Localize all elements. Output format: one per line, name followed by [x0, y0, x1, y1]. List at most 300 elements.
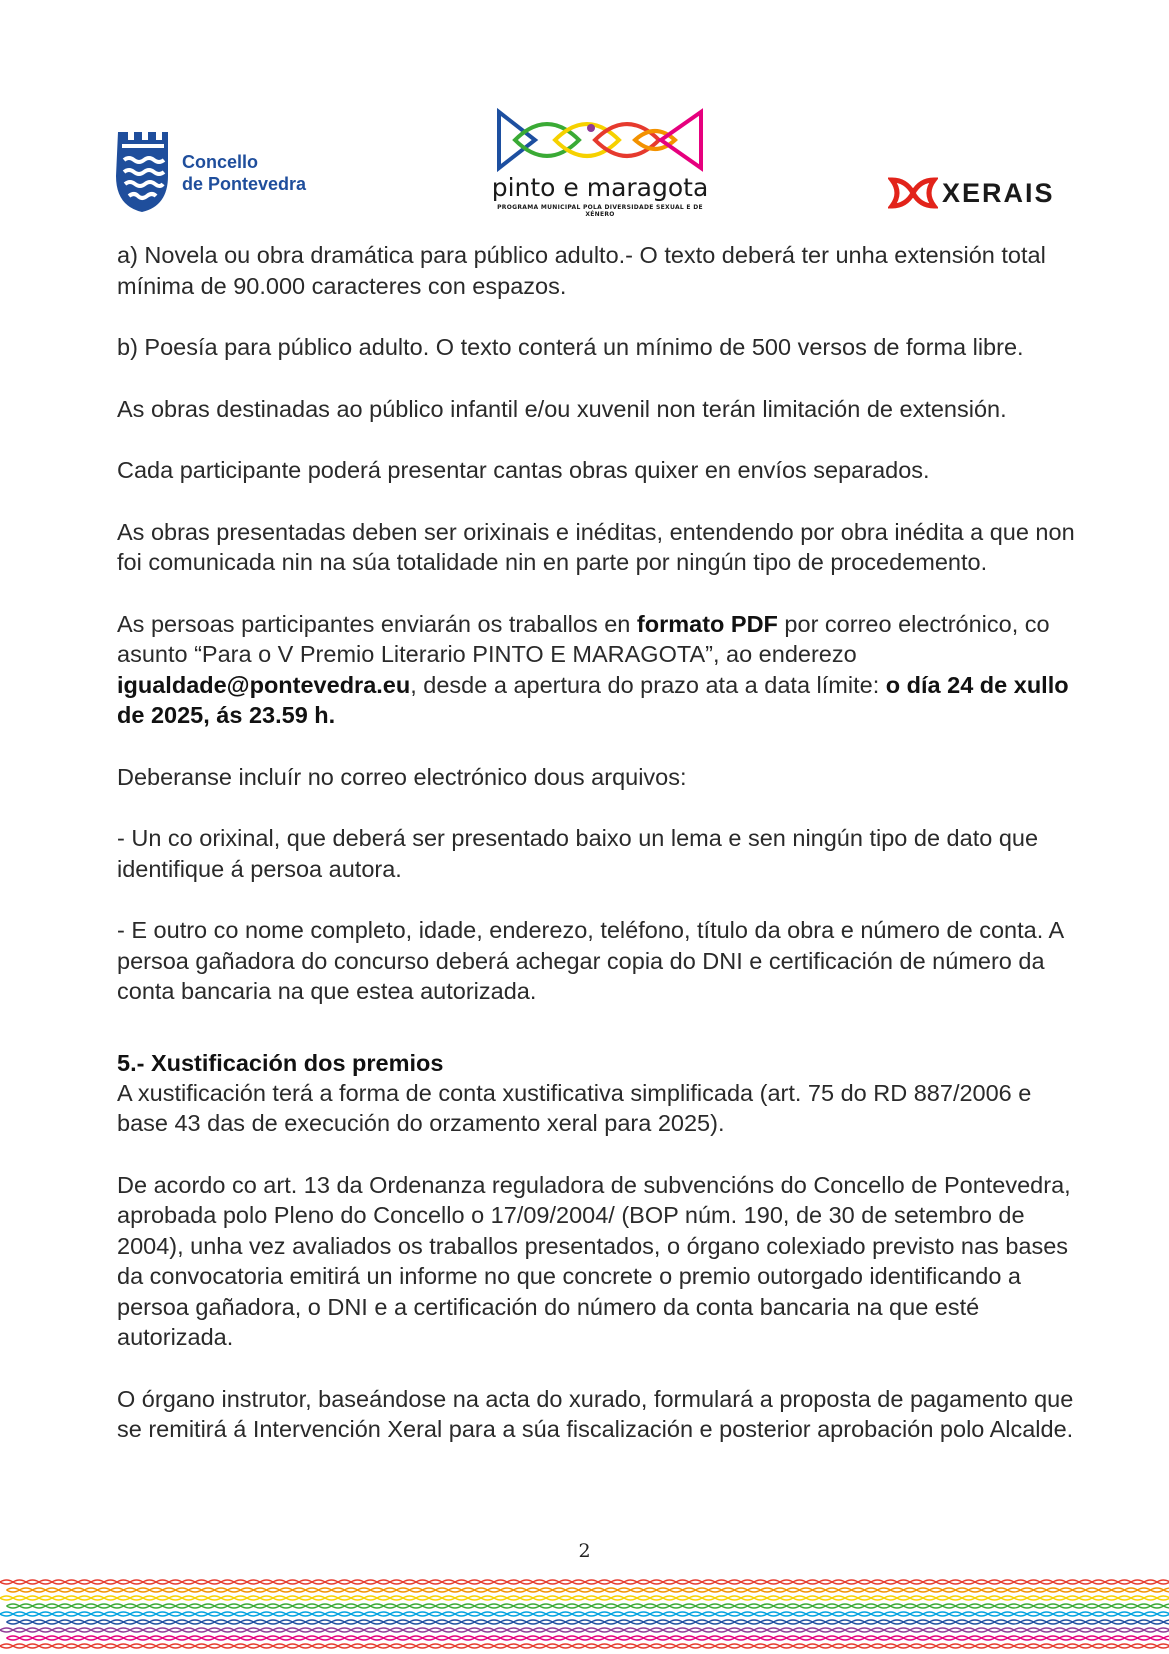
border-fish-mark	[507, 1596, 520, 1600]
border-fish-mark	[670, 1588, 683, 1592]
border-fish-mark	[1092, 1612, 1105, 1616]
border-fish-mark	[754, 1612, 767, 1616]
border-fish-mark	[299, 1596, 312, 1600]
border-fish-mark	[520, 1644, 533, 1648]
border-fish-mark	[46, 1588, 59, 1592]
border-fish-mark	[390, 1628, 403, 1632]
border-fish-mark	[1008, 1588, 1021, 1592]
border-fish-mark	[780, 1580, 793, 1584]
border-fish-mark	[85, 1604, 98, 1608]
border-fish-mark	[533, 1580, 546, 1584]
border-fish-mark	[514, 1620, 527, 1624]
border-fish-mark	[780, 1644, 793, 1648]
border-fish-mark	[722, 1588, 735, 1592]
border-fish-mark	[618, 1620, 631, 1624]
border-fish-mark	[403, 1612, 416, 1616]
border-fish-mark	[657, 1636, 670, 1640]
border-fish-mark	[78, 1612, 91, 1616]
border-fish-mark	[65, 1628, 78, 1632]
border-fish-mark	[1053, 1596, 1066, 1600]
border-fish-mark	[624, 1580, 637, 1584]
paragraph-ordenanza: De acordo co art. 13 da Ordenanza reguladora de subvencións do Concello de Pontevedra, aprobada polo Pleno do Concello o 17/09/2004/ (BOP núm. 190, de 30 de setembro de 2004), unha vez avaliados os traballos presentados, o órgano colexiado previsto nas bases da convocatoria emitirá un informe no que concrete o premio outorgado identificando a persoa gañadora, o DNI e a certificación do número da conta bancaria na que esté autorizada.	[117, 1171, 1071, 1350]
border-fish-mark	[475, 1604, 488, 1608]
border-fish-mark	[735, 1604, 748, 1608]
border-fish-mark	[156, 1596, 169, 1600]
border-fish-mark	[540, 1588, 553, 1592]
border-fish-mark	[78, 1628, 91, 1632]
border-fish-mark	[910, 1644, 923, 1648]
border-fish-mark	[52, 1596, 65, 1600]
border-fish-mark	[832, 1644, 845, 1648]
border-fish-mark	[72, 1636, 85, 1640]
border-fish-mark	[351, 1596, 364, 1600]
border-fish-mark	[1125, 1636, 1138, 1640]
border-fish-mark	[130, 1612, 143, 1616]
border-fish-mark	[150, 1604, 163, 1608]
border-fish-mark	[59, 1620, 72, 1624]
border-fish-mark	[403, 1596, 416, 1600]
border-fish-mark	[884, 1612, 897, 1616]
border-fish-mark	[208, 1644, 221, 1648]
border-fish-mark	[397, 1620, 410, 1624]
border-fish-mark	[247, 1596, 260, 1600]
border-fish-mark	[1060, 1604, 1073, 1608]
border-fish-mark	[657, 1588, 670, 1592]
border-fish-mark	[319, 1604, 332, 1608]
border-fish-mark	[715, 1628, 728, 1632]
border-fish-mark	[923, 1628, 936, 1632]
border-fish-mark	[715, 1644, 728, 1648]
border-fish-mark	[442, 1580, 455, 1584]
border-fish-mark	[234, 1580, 247, 1584]
border-fish-mark	[202, 1604, 215, 1608]
border-fish-mark	[611, 1644, 624, 1648]
border-fish-mark	[787, 1588, 800, 1592]
border-fish-mark	[1164, 1620, 1169, 1624]
border-fish-mark	[819, 1628, 832, 1632]
border-fish-mark	[117, 1596, 130, 1600]
border-fish-mark	[150, 1588, 163, 1592]
border-fish-mark	[1008, 1636, 1021, 1640]
border-fish-mark	[1014, 1580, 1027, 1584]
border-fish-mark	[936, 1628, 949, 1632]
email-address: igualdade@pontevedra.eu	[117, 671, 411, 698]
border-fish-mark	[819, 1580, 832, 1584]
xerais-logo	[888, 176, 1055, 210]
border-fish-mark	[949, 1628, 962, 1632]
border-fish-mark	[709, 1636, 722, 1640]
border-fish-mark	[1021, 1588, 1034, 1592]
border-fish-mark	[384, 1636, 397, 1640]
border-fish-mark	[33, 1636, 46, 1640]
border-fish-mark	[767, 1628, 780, 1632]
border-fish-mark	[1040, 1628, 1053, 1632]
border-fish-mark	[520, 1628, 533, 1632]
border-fish-mark	[117, 1644, 130, 1648]
border-fish-mark	[449, 1588, 462, 1592]
border-fish-mark	[130, 1628, 143, 1632]
border-fish-mark	[852, 1604, 865, 1608]
border-fish-mark	[189, 1620, 202, 1624]
border-fish-mark	[995, 1588, 1008, 1592]
border-fish-mark	[182, 1644, 195, 1648]
border-fish-mark	[1027, 1596, 1040, 1600]
border-fish-mark	[351, 1628, 364, 1632]
border-fish-mark	[299, 1644, 312, 1648]
border-fish-mark	[657, 1604, 670, 1608]
border-fish-mark	[429, 1644, 442, 1648]
border-fish-mark	[1144, 1612, 1157, 1616]
border-fish-mark	[611, 1580, 624, 1584]
border-fish-mark	[1099, 1604, 1112, 1608]
border-fish-mark	[780, 1596, 793, 1600]
border-fish-mark	[273, 1612, 286, 1616]
border-fish-mark	[455, 1580, 468, 1584]
border-fish-mark	[182, 1596, 195, 1600]
border-fish-mark	[891, 1620, 904, 1624]
concello-logo-line2: de Pontevedra	[182, 174, 307, 194]
border-fish-mark	[592, 1636, 605, 1640]
border-fish-mark	[728, 1644, 741, 1648]
border-fish-mark	[436, 1588, 449, 1592]
border-fish-mark	[923, 1596, 936, 1600]
border-fish-mark	[884, 1580, 897, 1584]
border-fish-mark	[1040, 1644, 1053, 1648]
border-fish-mark	[618, 1604, 631, 1608]
border-fish-mark	[897, 1612, 910, 1616]
border-fish-mark	[247, 1628, 260, 1632]
border-fish-mark	[111, 1636, 124, 1640]
border-fish-mark	[429, 1580, 442, 1584]
border-fish-mark	[904, 1636, 917, 1640]
border-fish-mark	[611, 1596, 624, 1600]
border-fish-mark	[962, 1596, 975, 1600]
border-fish-mark	[280, 1588, 293, 1592]
border-fish-mark	[7, 1636, 20, 1640]
border-fish-mark	[1086, 1604, 1099, 1608]
border-fish-mark	[865, 1636, 878, 1640]
border-fish-mark	[1034, 1588, 1047, 1592]
border-fish-mark	[488, 1636, 501, 1640]
border-fish-mark	[663, 1596, 676, 1600]
border-fish-mark	[728, 1628, 741, 1632]
border-fish-mark	[598, 1644, 611, 1648]
border-fish-mark	[702, 1644, 715, 1648]
border-fish-mark	[605, 1604, 618, 1608]
fish-chain-icon	[495, 106, 705, 176]
border-fish-mark	[702, 1596, 715, 1600]
border-fish-mark	[819, 1612, 832, 1616]
border-fish-mark	[572, 1596, 585, 1600]
border-fish-mark	[813, 1604, 826, 1608]
border-fish-mark	[852, 1620, 865, 1624]
document-body	[117, 240, 1077, 1476]
border-fish-mark	[202, 1588, 215, 1592]
border-fish-mark	[1079, 1580, 1092, 1584]
border-fish-mark	[1164, 1636, 1169, 1640]
border-fish-mark	[273, 1644, 286, 1648]
border-fish-mark	[611, 1612, 624, 1616]
border-fish-mark	[33, 1620, 46, 1624]
border-fish-mark	[13, 1644, 26, 1648]
border-fish-mark	[605, 1588, 618, 1592]
border-fish-mark	[124, 1588, 137, 1592]
border-fish-mark	[982, 1636, 995, 1640]
border-fish-mark	[1027, 1580, 1040, 1584]
border-fish-mark	[1060, 1620, 1073, 1624]
border-fish-mark	[325, 1628, 338, 1632]
border-fish-mark	[455, 1628, 468, 1632]
border-fish-mark	[364, 1612, 377, 1616]
border-fish-mark	[754, 1644, 767, 1648]
border-fish-mark	[390, 1596, 403, 1600]
border-fish-mark	[338, 1596, 351, 1600]
border-fish-mark	[176, 1636, 189, 1640]
border-fish-mark	[267, 1620, 280, 1624]
border-fish-mark	[325, 1596, 338, 1600]
border-fish-mark	[221, 1596, 234, 1600]
border-fish-mark	[59, 1636, 72, 1640]
border-fish-mark	[618, 1588, 631, 1592]
border-fish-mark	[527, 1636, 540, 1640]
border-fish-mark	[969, 1636, 982, 1640]
border-fish-mark	[338, 1628, 351, 1632]
border-fish-mark	[299, 1580, 312, 1584]
border-fish-mark	[377, 1644, 390, 1648]
border-fish-mark	[663, 1612, 676, 1616]
border-fish-mark	[293, 1620, 306, 1624]
border-fish-mark	[579, 1588, 592, 1592]
border-fish-mark	[657, 1620, 670, 1624]
border-fish-mark	[871, 1644, 884, 1648]
border-fish-mark	[358, 1620, 371, 1624]
border-fish-mark	[195, 1628, 208, 1632]
border-fish-mark	[189, 1588, 202, 1592]
border-fish-mark	[462, 1604, 475, 1608]
border-fish-mark	[631, 1636, 644, 1640]
border-fish-mark	[215, 1588, 228, 1592]
border-fish-mark	[949, 1596, 962, 1600]
border-fish-mark	[39, 1612, 52, 1616]
paragraph-envio-pdf	[117, 609, 1077, 731]
border-fish-mark	[598, 1580, 611, 1584]
border-fish-mark	[410, 1636, 423, 1640]
border-fish-mark	[228, 1620, 241, 1624]
border-fish-mark	[273, 1628, 286, 1632]
border-fish-mark	[624, 1628, 637, 1632]
border-fish-mark	[611, 1628, 624, 1632]
border-fish-mark	[936, 1612, 949, 1616]
border-fish-mark	[637, 1580, 650, 1584]
border-fish-mark	[371, 1604, 384, 1608]
border-fish-mark	[839, 1604, 852, 1608]
border-fish-mark	[845, 1580, 858, 1584]
border-fish-mark	[182, 1580, 195, 1584]
border-fish-mark	[416, 1580, 429, 1584]
border-fish-mark	[806, 1580, 819, 1584]
border-fish-mark	[988, 1628, 1001, 1632]
border-fish-mark	[0, 1596, 13, 1600]
border-fish-mark	[975, 1580, 988, 1584]
border-fish-mark	[501, 1588, 514, 1592]
border-fish-mark	[423, 1636, 436, 1640]
border-fish-mark	[59, 1604, 72, 1608]
border-fish-mark	[377, 1596, 390, 1600]
border-fish-mark	[468, 1612, 481, 1616]
border-fish-mark	[507, 1580, 520, 1584]
border-fish-mark	[598, 1612, 611, 1616]
border-fish-mark	[982, 1604, 995, 1608]
border-fish-mark	[13, 1580, 26, 1584]
border-fish-mark	[689, 1580, 702, 1584]
border-fish-mark	[1001, 1596, 1014, 1600]
border-fish-mark	[176, 1604, 189, 1608]
border-fish-mark	[332, 1620, 345, 1624]
border-fish-mark	[819, 1644, 832, 1648]
border-fish-mark	[332, 1604, 345, 1608]
border-fish-mark	[800, 1588, 813, 1592]
border-fish-mark	[1060, 1636, 1073, 1640]
border-fish-mark	[104, 1612, 117, 1616]
border-fish-mark	[1086, 1636, 1099, 1640]
border-fish-mark	[267, 1636, 280, 1640]
border-fish-mark	[1008, 1620, 1021, 1624]
border-fish-mark	[215, 1636, 228, 1640]
border-fish-mark	[156, 1612, 169, 1616]
border-fish-mark	[462, 1636, 475, 1640]
border-fish-mark	[1079, 1612, 1092, 1616]
border-fish-mark	[962, 1580, 975, 1584]
border-fish-mark	[852, 1636, 865, 1640]
border-fish-mark	[982, 1620, 995, 1624]
border-fish-mark	[468, 1580, 481, 1584]
border-fish-mark	[663, 1580, 676, 1584]
border-fish-mark	[930, 1604, 943, 1608]
border-fish-mark	[273, 1596, 286, 1600]
border-fish-mark	[923, 1612, 936, 1616]
border-fish-mark	[130, 1644, 143, 1648]
border-fish-mark	[520, 1612, 533, 1616]
border-fish-mark	[1014, 1628, 1027, 1632]
border-fish-mark	[241, 1604, 254, 1608]
border-fish-mark	[195, 1596, 208, 1600]
border-fish-mark	[709, 1620, 722, 1624]
border-fish-mark	[137, 1620, 150, 1624]
border-fish-mark	[715, 1580, 728, 1584]
border-fish-mark	[787, 1636, 800, 1640]
border-fish-mark	[1112, 1588, 1125, 1592]
border-fish-mark	[91, 1612, 104, 1616]
border-fish-mark	[202, 1620, 215, 1624]
border-fish-mark	[995, 1604, 1008, 1608]
border-fish-mark	[644, 1604, 657, 1608]
border-fish-mark	[221, 1580, 234, 1584]
border-fish-mark	[1014, 1644, 1027, 1648]
border-fish-mark	[767, 1596, 780, 1600]
border-fish-mark	[338, 1644, 351, 1648]
border-fish-mark	[1151, 1588, 1164, 1592]
border-fish-mark	[904, 1588, 917, 1592]
border-fish-mark	[371, 1636, 384, 1640]
border-fish-mark	[637, 1644, 650, 1648]
border-fish-mark	[488, 1620, 501, 1624]
border-fish-mark	[891, 1636, 904, 1640]
border-fish-mark	[234, 1628, 247, 1632]
border-fish-mark	[696, 1604, 709, 1608]
border-fish-mark	[1066, 1612, 1079, 1616]
border-fish-mark	[247, 1580, 260, 1584]
border-fish-mark	[1066, 1628, 1079, 1632]
border-fish-mark	[494, 1644, 507, 1648]
border-fish-mark	[533, 1628, 546, 1632]
border-fish-mark	[39, 1644, 52, 1648]
border-fish-mark	[306, 1620, 319, 1624]
border-fish-mark	[436, 1604, 449, 1608]
border-fish-mark	[481, 1580, 494, 1584]
border-fish-mark	[683, 1588, 696, 1592]
border-fish-mark	[221, 1644, 234, 1648]
border-fish-mark	[962, 1628, 975, 1632]
border-fish-mark	[1099, 1620, 1112, 1624]
border-fish-mark	[897, 1644, 910, 1648]
border-fish-mark	[1112, 1604, 1125, 1608]
border-fish-mark	[670, 1620, 683, 1624]
border-fish-mark	[683, 1604, 696, 1608]
border-fish-mark	[507, 1628, 520, 1632]
border-fish-mark	[527, 1588, 540, 1592]
border-fish-mark	[631, 1588, 644, 1592]
border-fish-mark	[143, 1644, 156, 1648]
border-fish-mark	[774, 1620, 787, 1624]
border-fish-mark	[774, 1636, 787, 1640]
border-fish-mark	[39, 1628, 52, 1632]
border-fish-mark	[722, 1636, 735, 1640]
border-fish-mark	[299, 1628, 312, 1632]
concello-logo-line1: Concello	[182, 152, 259, 172]
deadline-bold: o día 24 de xullo de 2025, ás 23.59 h.	[117, 671, 1069, 728]
border-fish-mark	[741, 1596, 754, 1600]
border-fish-mark	[189, 1604, 202, 1608]
border-fish-mark	[397, 1636, 410, 1640]
border-fish-mark	[618, 1636, 631, 1640]
border-fish-mark	[715, 1596, 728, 1600]
border-fish-mark	[26, 1612, 39, 1616]
border-fish-mark	[1066, 1644, 1079, 1648]
border-fish-mark	[572, 1612, 585, 1616]
border-fish-mark	[78, 1580, 91, 1584]
border-fish-mark	[143, 1580, 156, 1584]
border-fish-mark	[1118, 1628, 1131, 1632]
border-fish-mark	[566, 1620, 579, 1624]
border-fish-mark	[858, 1596, 871, 1600]
border-fish-mark	[520, 1580, 533, 1584]
border-fish-mark	[689, 1596, 702, 1600]
border-fish-mark	[585, 1644, 598, 1648]
border-fish-mark	[442, 1612, 455, 1616]
border-fish-mark	[1099, 1588, 1112, 1592]
border-fish-mark	[878, 1604, 891, 1608]
border-fish-mark	[260, 1612, 273, 1616]
border-fish-mark	[1105, 1628, 1118, 1632]
border-fish-mark	[1053, 1644, 1066, 1648]
border-fish-mark	[364, 1628, 377, 1632]
border-fish-mark	[260, 1628, 273, 1632]
border-fish-mark	[806, 1596, 819, 1600]
border-fish-mark	[241, 1620, 254, 1624]
border-fish-mark	[1047, 1604, 1060, 1608]
border-fish-mark	[975, 1612, 988, 1616]
border-fish-mark	[436, 1620, 449, 1624]
